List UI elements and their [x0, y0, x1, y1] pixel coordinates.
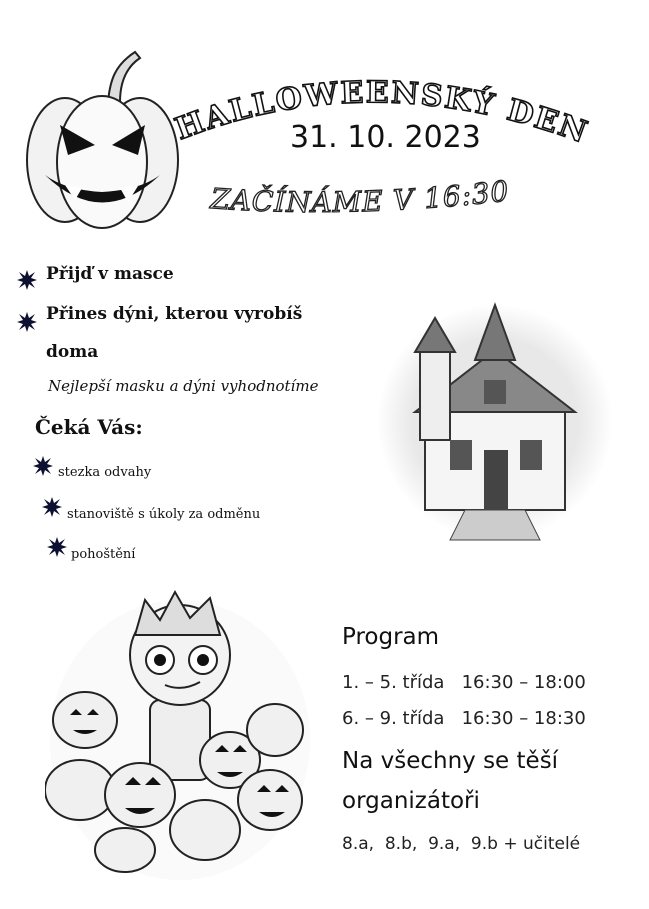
event-date: 31. 10. 2023 [290, 120, 481, 155]
instruction-item: Přijď v masce [46, 264, 174, 284]
haunted-house-illustration [370, 300, 620, 545]
instruction-item: doma [46, 342, 99, 362]
awaits-heading: Čeká Vás: [35, 415, 143, 439]
closing-line: Na všechny se těší [342, 748, 559, 774]
evaluation-note: Nejlepší masku a dýni vyhodnotíme [48, 377, 319, 395]
start-time-arc [200, 170, 560, 240]
closing-line: organizátoři [342, 788, 480, 814]
star-burst-icon [47, 537, 67, 557]
svg-text:ZAČÍNÁME V 16:30 [208, 174, 511, 219]
jack-o-lantern-illustration [20, 40, 180, 230]
awaits-item: pohoštění [71, 547, 136, 562]
star-burst-icon [42, 497, 62, 517]
event-title: HALLOWEENSKÝ DEN [170, 75, 594, 152]
instruction-item: Přines dýni, kterou vyrobíš [46, 304, 303, 324]
start-time: ZAČÍNÁME V 16:30 [209, 174, 512, 219]
star-burst-icon [17, 312, 37, 332]
awaits-item: stanoviště s úkoly za odměnu [67, 507, 261, 522]
awaits-item: stezka odvahy [58, 465, 152, 480]
program-heading: Program [342, 624, 440, 650]
star-burst-icon [17, 270, 37, 290]
organizers: 8.a, 8.b, 9.a, 9.b + učitelé [342, 834, 581, 854]
zombie-boy-pumpkins-illustration [45, 580, 315, 880]
star-burst-icon [33, 456, 53, 476]
program-row: 1. – 5. třída 16:30 – 18:00 [342, 672, 586, 693]
program-row: 6. – 9. třída 16:30 – 18:30 [342, 708, 586, 729]
